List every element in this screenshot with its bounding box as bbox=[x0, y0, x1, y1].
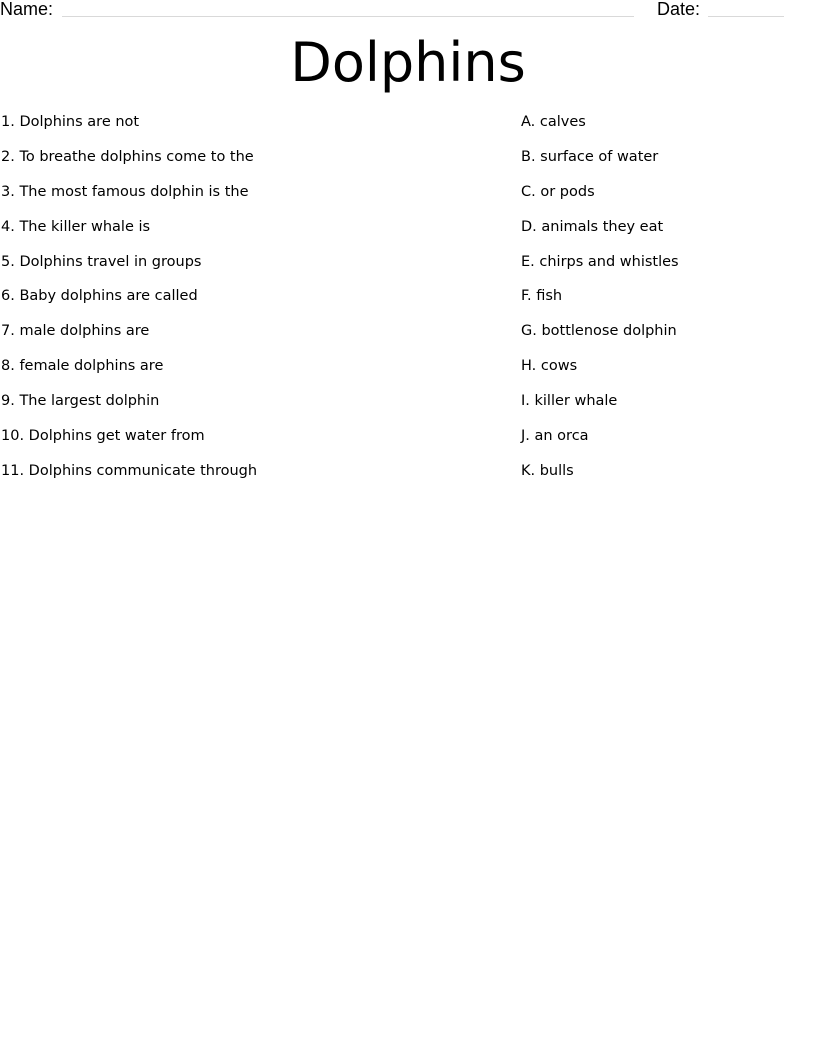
answer-item: F. fish bbox=[521, 288, 563, 305]
question-item: 5. Dolphins travel in groups bbox=[1, 253, 202, 270]
question-item: 2. To breathe dolphins come to the bbox=[1, 148, 254, 165]
question-item: 6. Baby dolphins are called bbox=[1, 288, 198, 305]
answer-item: E. chirps and whistles bbox=[521, 253, 679, 270]
question-item: 4. The killer whale is bbox=[1, 218, 151, 235]
question-list bbox=[1, 112, 481, 496]
date-blank-line[interactable] bbox=[708, 16, 784, 17]
answer-list bbox=[521, 112, 811, 496]
date-label: Date: bbox=[657, 0, 701, 19]
answer-item: K. bulls bbox=[521, 462, 574, 479]
answer-item: D. animals they eat bbox=[521, 218, 664, 235]
question-item: 10. Dolphins get water from bbox=[1, 428, 205, 445]
answer-item: H. cows bbox=[521, 358, 578, 375]
question-item: 7. male dolphins are bbox=[1, 323, 150, 340]
answer-item: B. surface of water bbox=[521, 148, 659, 165]
question-item: 11. Dolphins communicate through bbox=[1, 462, 258, 479]
name-blank-line[interactable] bbox=[62, 16, 634, 17]
worksheet-header bbox=[0, 0, 816, 22]
page-title: Dolphins bbox=[290, 31, 526, 94]
question-item: 1. Dolphins are not bbox=[1, 114, 140, 130]
name-label: Name: bbox=[0, 0, 54, 19]
answer-item: I. killer whale bbox=[521, 393, 618, 410]
question-item: 3. The most famous dolphin is the bbox=[1, 183, 249, 200]
answer-item: G. bottlenose dolphin bbox=[521, 323, 677, 340]
question-item: 8. female dolphins are bbox=[1, 358, 164, 375]
answer-item: A. calves bbox=[521, 114, 586, 130]
answer-item: J. an orca bbox=[521, 428, 589, 445]
question-item: 9. The largest dolphin bbox=[1, 393, 160, 410]
answer-item: C. or pods bbox=[521, 183, 595, 200]
